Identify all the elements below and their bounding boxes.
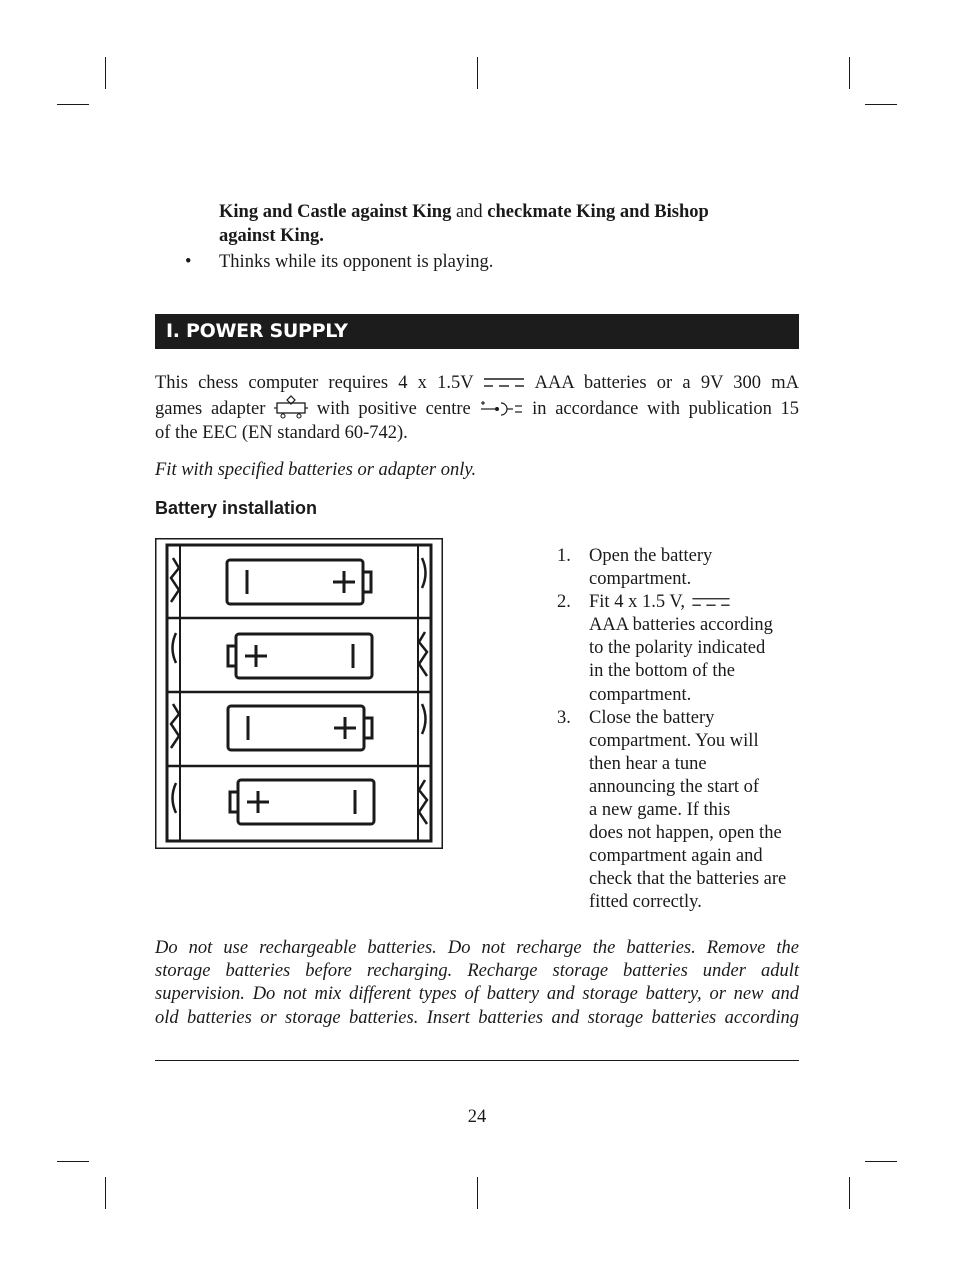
step-item bbox=[557, 545, 807, 591]
step-line bbox=[589, 591, 807, 614]
step-number: 1. bbox=[557, 546, 571, 566]
page-number: 24 bbox=[467, 1107, 487, 1127]
crop-mark bbox=[57, 104, 89, 105]
paragraph-line bbox=[155, 395, 799, 421]
step-item bbox=[557, 591, 807, 706]
crop-mark bbox=[849, 57, 850, 89]
crop-mark bbox=[477, 1177, 478, 1209]
text-fragment: AAA batteries or a 9V 300 mA bbox=[534, 373, 800, 393]
battery-warning-paragraph bbox=[155, 937, 799, 1030]
text-fragment: games adapter bbox=[155, 399, 266, 420]
crop-mark bbox=[105, 57, 106, 89]
step-line: Close the battery bbox=[589, 707, 715, 728]
step-text: Fit 4 x 1.5 V, bbox=[589, 592, 685, 613]
bold-phrase: King and Castle against King bbox=[219, 202, 452, 222]
adapter-icon bbox=[274, 395, 308, 419]
battery-compartment-illustration bbox=[155, 538, 443, 849]
power-requirement-paragraph bbox=[155, 372, 799, 445]
bullet-text: Thinks while its opponent is playing. bbox=[219, 252, 494, 272]
text-fragment: This chess computer requires 4 x 1.5V bbox=[155, 373, 474, 393]
step-line: a new game. If this bbox=[589, 800, 731, 821]
step-line: in the bottom of the bbox=[589, 661, 735, 682]
warning-line: old batteries or storage batteries. Insert batteries and storage batteries according bbox=[155, 1007, 799, 1028]
step-item bbox=[557, 707, 807, 915]
step-line: compartment. You will bbox=[589, 730, 759, 751]
step-line: check that the batteries are bbox=[589, 869, 787, 890]
dc-voltage-icon bbox=[690, 595, 732, 608]
warning-line: storage batteries before recharging. Recharge storage batteries under adult bbox=[155, 961, 799, 982]
section-title: I. POWER SUPPLY bbox=[166, 320, 348, 342]
crop-mark bbox=[865, 1161, 897, 1162]
crop-mark bbox=[105, 1177, 106, 1209]
crop-mark bbox=[865, 104, 897, 105]
step-line: to the polarity indicated bbox=[589, 638, 766, 659]
step-line: does not happen, open the bbox=[589, 823, 782, 844]
text-fragment: in accordance with publication 15 bbox=[532, 399, 800, 420]
paragraph-line bbox=[155, 372, 799, 395]
warning-line: supervision. Do not mix different types of battery and storage battery, or new and bbox=[155, 984, 799, 1005]
step-line: AAA batteries according bbox=[589, 615, 773, 636]
bullet-symbol: • bbox=[185, 252, 192, 272]
paragraph-line: of the EEC (EN standard 60-742). bbox=[155, 422, 408, 443]
section-heading-bar bbox=[155, 314, 799, 349]
step-line: compartment. bbox=[589, 569, 692, 590]
crop-mark bbox=[57, 1161, 89, 1162]
dc-voltage-icon bbox=[483, 375, 525, 389]
positive-centre-polarity-icon bbox=[479, 399, 523, 417]
bold-phrase: checkmate King and Bishop bbox=[487, 202, 709, 222]
installation-steps bbox=[557, 545, 807, 915]
step-line: compartment again and bbox=[589, 846, 763, 867]
step-line: fitted correctly. bbox=[589, 892, 702, 913]
step-line: Open the battery bbox=[589, 546, 713, 566]
fit-note: Fit with specified batteries or adapter only. bbox=[155, 460, 477, 480]
warning-line: Do not use rechargeable batteries. Do not recharge the batteries. Remove the bbox=[155, 938, 799, 958]
crop-mark bbox=[477, 57, 478, 89]
crop-mark bbox=[849, 1177, 850, 1209]
text-fragment: with positive centre bbox=[316, 399, 471, 420]
step-number: 2. bbox=[557, 592, 571, 613]
step-line: announcing the start of bbox=[589, 776, 760, 797]
step-line: then hear a tune bbox=[589, 753, 707, 774]
step-line: compartment. bbox=[589, 684, 692, 705]
bold-phrase: against King. bbox=[219, 226, 324, 246]
battery-installation-heading: Battery installation bbox=[155, 498, 318, 518]
step-number: 3. bbox=[557, 707, 571, 728]
continued-bullet-text bbox=[219, 200, 799, 248]
footer-rule bbox=[155, 1060, 799, 1061]
connector-text: and bbox=[451, 202, 488, 222]
